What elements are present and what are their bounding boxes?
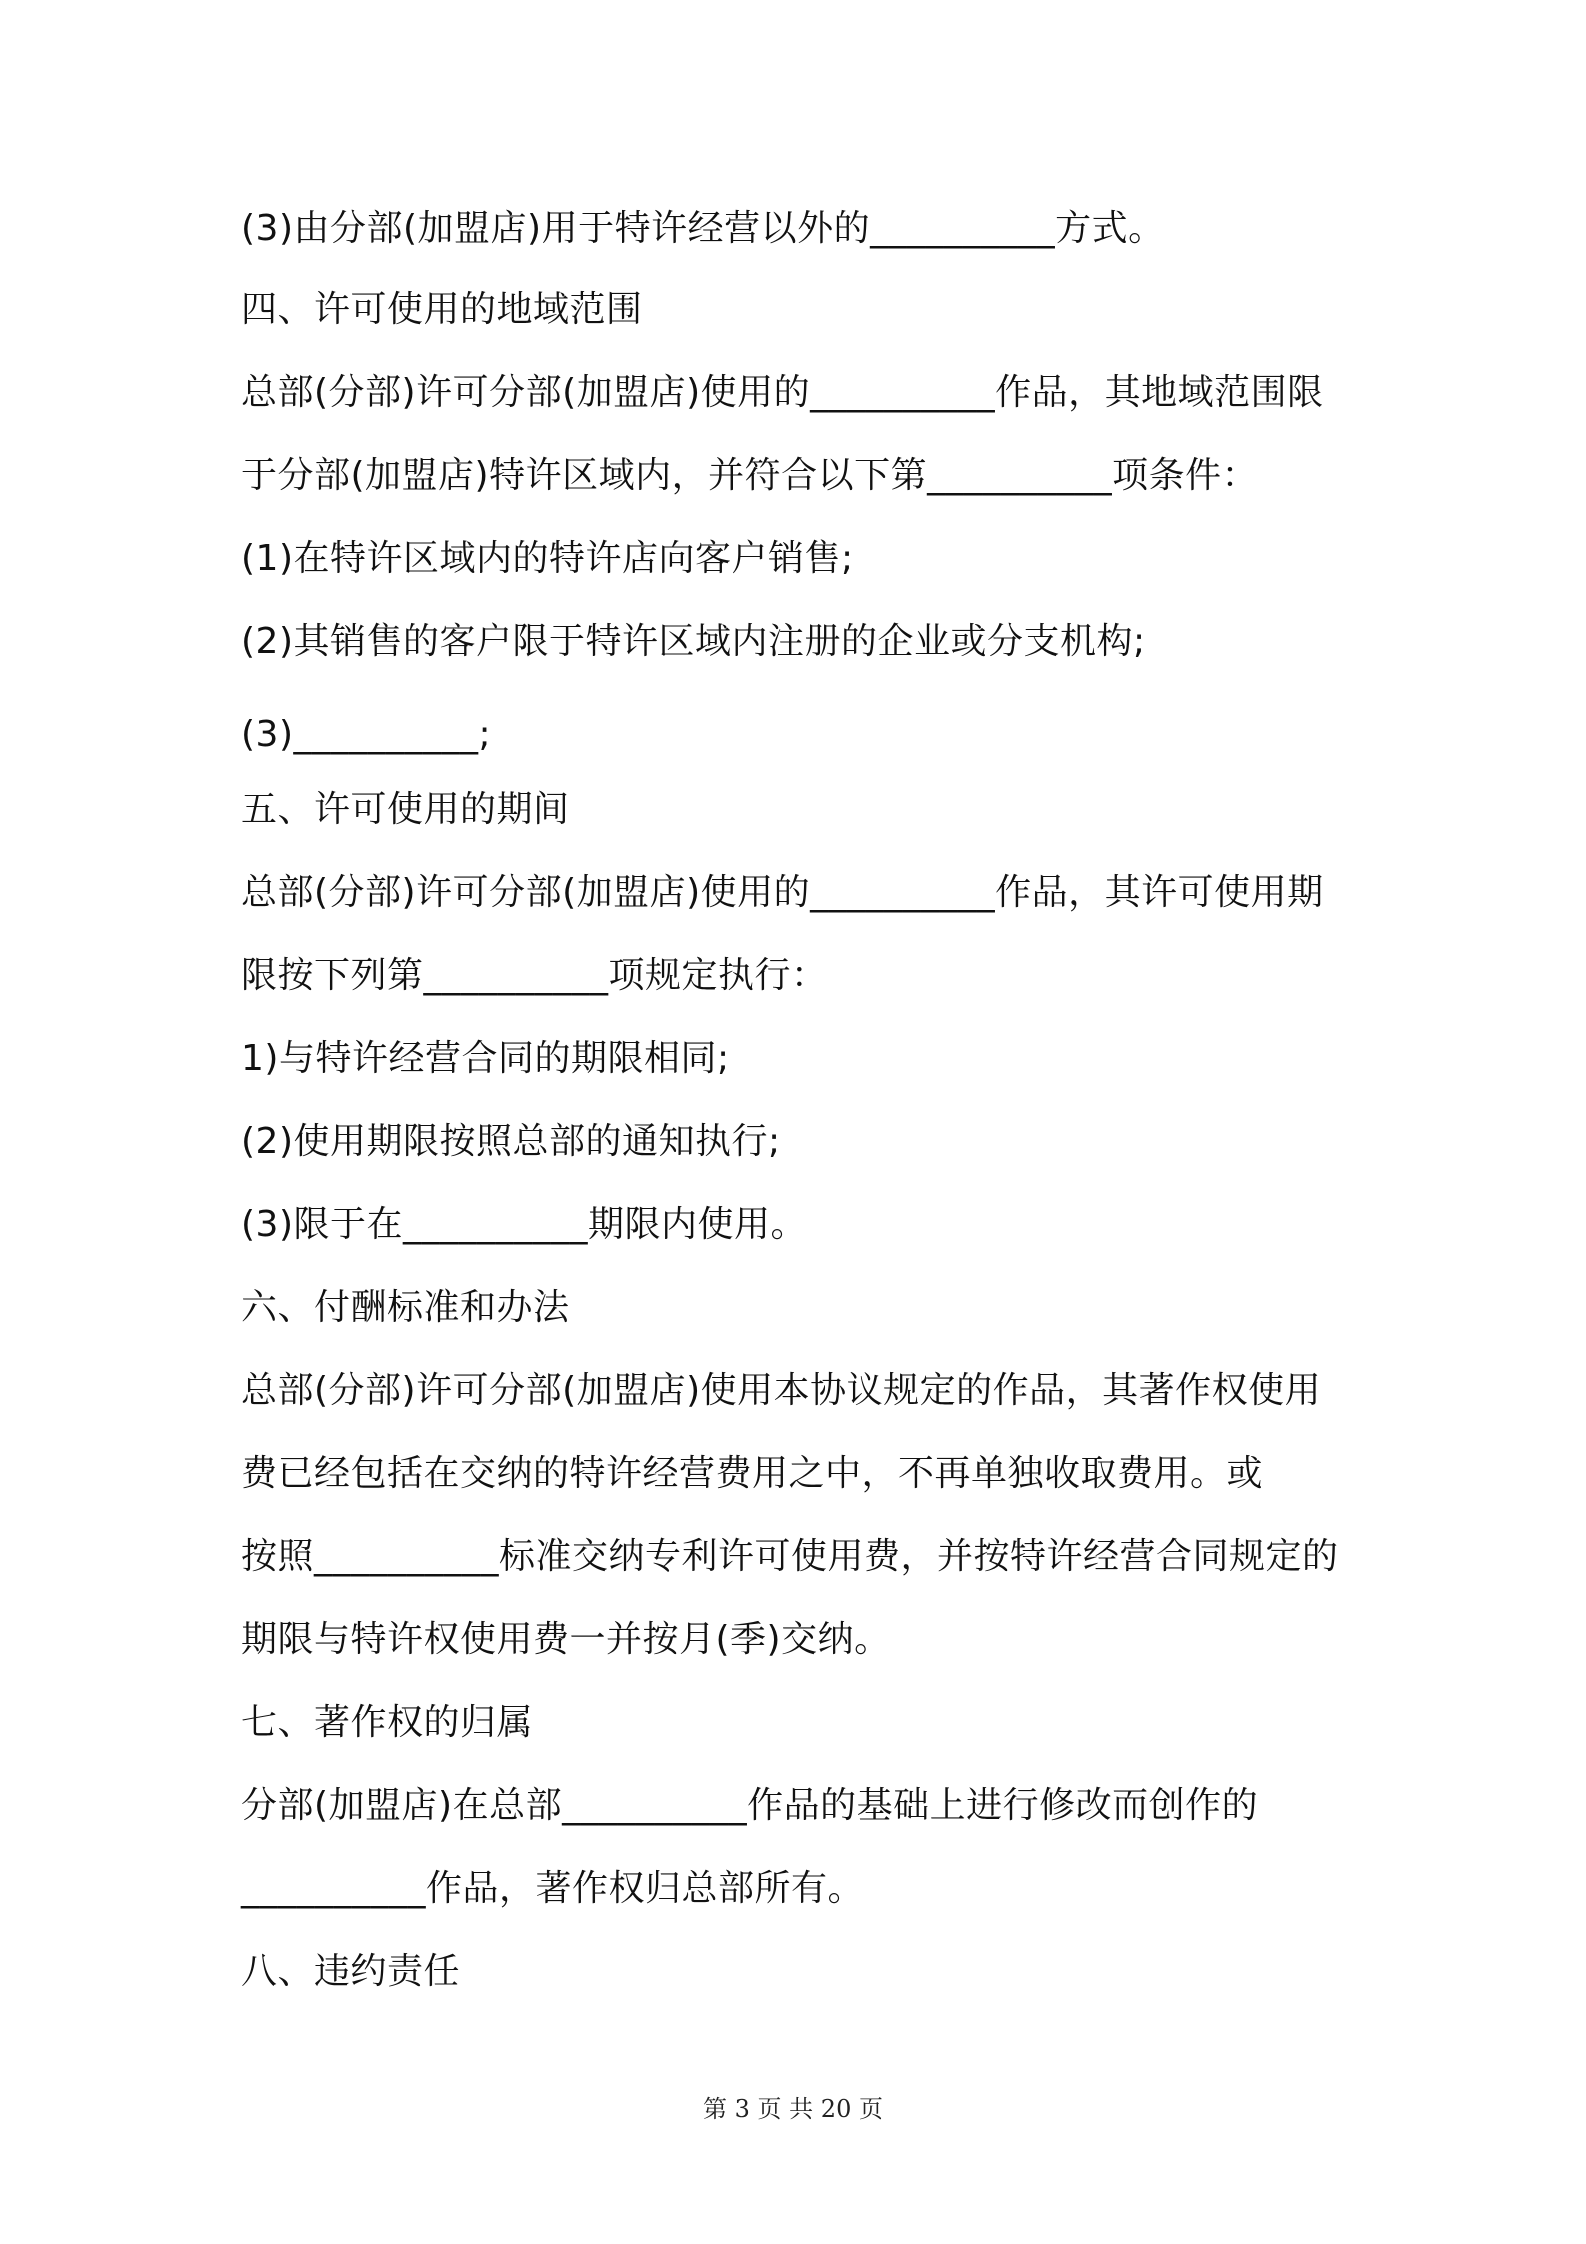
paragraph-line: (2)使用期限按照总部的通知执行;	[241, 1121, 781, 1162]
paragraph-line: __________作品，著作权归总部所有。	[241, 1868, 865, 1909]
paragraph-line: 期限与特许权使用费一并按月(季)交纳。	[241, 1619, 891, 1660]
paragraph-line: 1)与特许经营合同的期限相同;	[241, 1038, 730, 1079]
paragraph-line: 按照__________标准交纳专利许可使用费，并按特许经营合同规定的	[241, 1536, 1339, 1577]
section-heading: 五、许可使用的期间	[241, 789, 570, 830]
section-heading: 七、著作权的归属	[241, 1702, 534, 1743]
paragraph-line: (3)__________;	[241, 714, 492, 755]
paragraph-line: 限按下列第__________项规定执行：	[241, 955, 828, 996]
paragraph-line: (3)限于在__________期限内使用。	[241, 1204, 807, 1245]
paragraph-line: 总部(分部)许可分部(加盟店)使用的__________作品，其地域范围限	[241, 372, 1324, 413]
page-number-footer: 第 3 页 共 20 页	[703, 2095, 883, 2123]
paragraph-line: 总部(分部)许可分部(加盟店)使用的__________作品，其许可使用期	[241, 872, 1324, 913]
paragraph-line: (2)其销售的客户限于特许区域内注册的企业或分支机构;	[241, 621, 1146, 662]
paragraph-line: (1)在特许区域内的特许店向客户销售;	[241, 538, 854, 579]
paragraph-line: (3)由分部(加盟店)用于特许经营以外的__________方式。	[241, 208, 1165, 249]
section-heading: 四、许可使用的地域范围	[241, 289, 643, 330]
section-heading: 六、付酬标准和办法	[241, 1287, 570, 1328]
paragraph-line: 费已经包括在交纳的特许经营费用之中，不再单独收取费用。或	[241, 1453, 1264, 1494]
paragraph-line: 于分部(加盟店)特许区域内，并符合以下第__________项条件：	[241, 455, 1259, 496]
paragraph-line: 分部(加盟店)在总部__________作品的基础上进行修改而创作的	[241, 1785, 1259, 1826]
paragraph-line: 总部(分部)许可分部(加盟店)使用本协议规定的作品，其著作权使用	[241, 1370, 1322, 1411]
section-heading: 八、违约责任	[241, 1951, 461, 1992]
